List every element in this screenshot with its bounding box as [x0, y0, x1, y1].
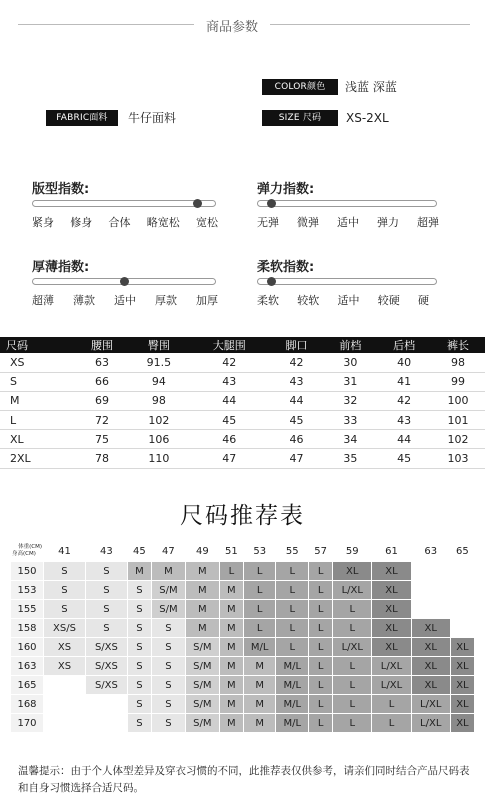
option-label: 薄款 — [73, 294, 95, 307]
size-cell: 42 — [189, 353, 270, 372]
height-header: 170 — [11, 714, 44, 733]
recommend-cell — [450, 581, 474, 600]
recommend-cell: XL — [372, 600, 411, 619]
recommend-cell: L/XL — [372, 657, 411, 676]
option-label: 微弹 — [297, 216, 319, 229]
recommend-cell: S — [85, 581, 127, 600]
recommend-cell: XL — [333, 562, 372, 581]
recommend-cell: XS — [44, 638, 86, 657]
recommend-row — [11, 581, 475, 600]
size-cell: 42 — [270, 353, 324, 372]
recommend-cell: L — [243, 619, 276, 638]
recommend-cell: M — [127, 562, 151, 581]
recommend-cell: S — [127, 581, 151, 600]
weight-header: 47 — [151, 541, 185, 562]
recommend-cell: L — [372, 714, 411, 733]
recommend-cell: M — [185, 619, 219, 638]
recommend-cell: L — [333, 714, 372, 733]
recommend-cell — [85, 714, 127, 733]
size-cell: 102 — [431, 430, 485, 449]
recommend-cell — [450, 619, 474, 638]
option-label: 宽松 — [196, 216, 218, 229]
color-value: 浅蓝 深蓝 — [345, 80, 397, 94]
size-cell: 44 — [270, 391, 324, 410]
size-cell: 103 — [431, 449, 485, 468]
size-col-header: 腰围 — [75, 337, 129, 353]
option-label: 柔软 — [257, 294, 279, 307]
recommend-title: 尺码推荐表 — [180, 503, 305, 529]
recommend-cell: M — [219, 714, 243, 733]
recommend-cell: L/XL — [333, 638, 372, 657]
size-cell: 47 — [189, 449, 270, 468]
weight-header: 55 — [276, 541, 309, 562]
recommend-cell: L — [372, 695, 411, 714]
recommend-cell: XL — [372, 581, 411, 600]
recommend-cell: M — [219, 581, 243, 600]
height-header: 168 — [11, 695, 44, 714]
size-row — [0, 372, 485, 391]
size-cell: 100 — [431, 391, 485, 410]
recommend-cell: S — [127, 657, 151, 676]
recommend-cell: S/M — [185, 638, 219, 657]
recommend-cell: M/L — [276, 695, 309, 714]
recommend-cell: L — [219, 562, 243, 581]
option-label: 加厚 — [196, 294, 218, 307]
recommend-cell: XL — [411, 657, 450, 676]
recommend-cell: M — [219, 676, 243, 695]
recommend-cell: S/M — [151, 600, 185, 619]
thickness-index-knob — [120, 277, 129, 286]
size-col-header: 后档 — [377, 337, 431, 353]
weight-header: 65 — [450, 541, 474, 562]
recommend-cell: S — [127, 714, 151, 733]
weight-header: 43 — [85, 541, 127, 562]
option-label: 较硬 — [377, 294, 400, 307]
recommend-cell: M — [219, 695, 243, 714]
size-cell: 35 — [323, 449, 377, 468]
recommend-cell: XL — [411, 619, 450, 638]
recommend-cell: L — [276, 619, 309, 638]
size-cell: 99 — [431, 372, 485, 391]
recommend-cell: S — [151, 676, 185, 695]
size-cell: 42 — [377, 391, 431, 410]
recommend-cell: L — [333, 676, 372, 695]
recommend-cell: M — [243, 714, 276, 733]
size-table-header — [0, 337, 485, 353]
recommend-cell: M/L — [276, 676, 309, 695]
option-label: 合体 — [108, 216, 131, 229]
recommend-cell: M — [243, 657, 276, 676]
option-label: 无弹 — [257, 216, 279, 229]
recommend-cell: M — [185, 581, 219, 600]
recommend-cell: M — [243, 695, 276, 714]
option-label: 修身 — [70, 216, 93, 229]
size-cell: 32 — [323, 391, 377, 410]
size-cell: XL — [0, 430, 75, 449]
size-row — [0, 353, 485, 372]
elasticity-index-track — [257, 200, 437, 207]
fit-index-track — [32, 200, 216, 207]
recommend-cell: XS/S — [44, 619, 86, 638]
recommend-cell: M — [219, 657, 243, 676]
recommend-cell: XL — [372, 562, 411, 581]
size-cell: L — [0, 411, 75, 430]
option-label: 弹力 — [377, 216, 399, 229]
height-header: 153 — [11, 581, 44, 600]
recommend-cell: S — [44, 562, 86, 581]
size-cell: 33 — [323, 411, 377, 430]
height-header: 165 — [11, 676, 44, 695]
option-label: 硬 — [418, 294, 429, 307]
height-header: 155 — [11, 600, 44, 619]
size-cell: 41 — [377, 372, 431, 391]
recommend-row — [11, 676, 475, 695]
thickness-index-options — [32, 292, 218, 308]
recommend-cell: S — [151, 714, 185, 733]
weight-header: 63 — [411, 541, 450, 562]
recommend-cell: L — [309, 676, 333, 695]
recommend-cell: L/XL — [411, 714, 450, 733]
recommend-cell: XL — [450, 676, 474, 695]
size-col-header: 臀围 — [129, 337, 189, 353]
weight-header: 41 — [44, 541, 86, 562]
size-col-header: 大腿围 — [189, 337, 270, 353]
tip-note: 温馨提示：由于个人体型差异及穿衣习惯的不同，此推荐表仅供参考，请亲们同时结合产品尺码表和自身习惯选择合适尺码。 — [18, 765, 470, 794]
size-cell: 44 — [189, 391, 270, 410]
recommend-cell — [44, 714, 86, 733]
size-row — [0, 430, 485, 449]
size-cell: 47 — [270, 449, 324, 468]
recommend-cell — [411, 581, 450, 600]
weight-header: 45 — [127, 541, 151, 562]
recommend-cell: XL — [372, 619, 411, 638]
recommend-cell: S — [85, 562, 127, 581]
recommend-cell: L — [276, 581, 309, 600]
softness-index-options — [257, 292, 429, 308]
recommend-cell: S — [151, 619, 185, 638]
recommend-cell: S/M — [151, 581, 185, 600]
recommend-row — [11, 638, 475, 657]
recommend-cell: L — [309, 619, 333, 638]
size-cell: 45 — [189, 411, 270, 430]
recommend-cell: L — [276, 600, 309, 619]
recommend-cell: S — [85, 600, 127, 619]
recommend-cell — [450, 562, 474, 581]
weight-header: 49 — [185, 541, 219, 562]
fabric-value: 牛仔面料 — [128, 111, 177, 125]
size-col-header: 脚口 — [270, 337, 324, 353]
size-cell: 46 — [270, 430, 324, 449]
height-header: 163 — [11, 657, 44, 676]
recommend-cell: S/M — [185, 657, 219, 676]
size-cell: 34 — [323, 430, 377, 449]
thickness-index-title: 厚薄指数: — [32, 260, 90, 275]
size-cell: 45 — [270, 411, 324, 430]
size-cell: 102 — [129, 411, 189, 430]
recommend-cell: XS — [44, 657, 86, 676]
size-cell: XS — [0, 353, 75, 372]
recommend-cell: L — [309, 714, 333, 733]
recommend-cell: M — [219, 638, 243, 657]
size-cell: S — [0, 372, 75, 391]
color-tag: COLOR颜色 — [262, 79, 338, 95]
size-cell: 63 — [75, 353, 129, 372]
size-cell: 30 — [323, 353, 377, 372]
recommend-cell: M — [185, 600, 219, 619]
height-header: 160 — [11, 638, 44, 657]
size-cell: 66 — [75, 372, 129, 391]
recommend-cell: M — [151, 562, 185, 581]
recommend-cell: L — [243, 600, 276, 619]
recommend-cell: L/XL — [372, 676, 411, 695]
recommend-cell: L — [309, 695, 333, 714]
recommend-cell: S — [127, 638, 151, 657]
size-cell: 106 — [129, 430, 189, 449]
size-row — [0, 391, 485, 410]
recommend-cell — [450, 600, 474, 619]
size-value: XS-2XL — [346, 111, 389, 125]
recommend-cell — [44, 695, 86, 714]
size-cell: 43 — [270, 372, 324, 391]
recommend-cell — [411, 600, 450, 619]
recommend-row — [11, 562, 475, 581]
recommend-cell: S/XS — [85, 657, 127, 676]
size-table — [0, 337, 485, 469]
recommend-row — [11, 657, 475, 676]
size-recommend-table — [10, 540, 475, 733]
recommend-cell: L — [309, 600, 333, 619]
fit-index-options — [32, 214, 218, 230]
option-label: 厚款 — [155, 294, 177, 307]
corner-cell — [11, 541, 44, 562]
softness-index-track — [257, 278, 437, 285]
fabric-tag: FABRIC面料 — [46, 110, 118, 126]
option-label: 略宽松 — [146, 216, 180, 229]
size-cell: 101 — [431, 411, 485, 430]
option-label: 适中 — [337, 294, 360, 307]
recommend-cell: M — [185, 562, 219, 581]
option-label: 适中 — [114, 294, 136, 307]
recommend-cell — [44, 676, 86, 695]
recommend-cell: XL — [450, 695, 474, 714]
recommend-cell: S — [151, 638, 185, 657]
size-cell: 91.5 — [129, 353, 189, 372]
weight-header: 53 — [243, 541, 276, 562]
weight-header: 57 — [309, 541, 333, 562]
recommend-cell: S — [151, 695, 185, 714]
recommend-cell: L — [333, 600, 372, 619]
recommend-cell: L — [309, 581, 333, 600]
recommend-row — [11, 619, 475, 638]
size-col-header: 裤长 — [431, 337, 485, 353]
size-cell: 43 — [377, 411, 431, 430]
recommend-cell: L/XL — [333, 581, 372, 600]
recommend-cell: M/L — [243, 638, 276, 657]
size-cell: 43 — [189, 372, 270, 391]
option-label: 紧身 — [32, 216, 54, 229]
recommend-cell: S — [127, 676, 151, 695]
height-header: 158 — [11, 619, 44, 638]
size-tag: SIZE 尺码 — [262, 110, 338, 126]
recommend-cell: S — [44, 600, 86, 619]
size-row — [0, 449, 485, 468]
option-label: 超弹 — [417, 216, 439, 229]
recommend-cell: L — [243, 562, 276, 581]
recommend-cell: S/XS — [85, 638, 127, 657]
recommend-cell: XL — [411, 638, 450, 657]
elasticity-index-options — [257, 214, 439, 230]
recommend-cell: S — [127, 619, 151, 638]
recommend-cell — [85, 695, 127, 714]
recommend-cell: M/L — [276, 714, 309, 733]
corner-height: 身高(CM) — [12, 551, 36, 557]
recommend-cell: XL — [411, 676, 450, 695]
recommend-cell: L — [276, 562, 309, 581]
weight-header: 59 — [333, 541, 372, 562]
size-cell: 40 — [377, 353, 431, 372]
corner-weight: 体重(CM) — [18, 544, 42, 550]
size-cell: 110 — [129, 449, 189, 468]
recommend-cell: XL — [450, 638, 474, 657]
recommend-cell: L — [309, 638, 333, 657]
size-cell: 45 — [377, 449, 431, 468]
weight-header: 51 — [219, 541, 243, 562]
recommend-cell: L — [276, 638, 309, 657]
size-cell: 72 — [75, 411, 129, 430]
recommend-cell: L — [333, 619, 372, 638]
recommend-cell: S/XS — [85, 676, 127, 695]
size-cell: 75 — [75, 430, 129, 449]
recommend-cell: L — [309, 657, 333, 676]
recommend-cell: XL — [450, 657, 474, 676]
divider-left — [18, 24, 194, 25]
recommend-cell: XL — [372, 638, 411, 657]
size-cell: M — [0, 391, 75, 410]
fit-index-title: 版型指数: — [32, 182, 90, 197]
recommend-cell: S/M — [185, 695, 219, 714]
recommend-cell: L — [333, 695, 372, 714]
section-title — [0, 14, 485, 34]
size-cell: 98 — [129, 391, 189, 410]
recommend-cell: L/XL — [411, 695, 450, 714]
recommend-cell: S/M — [185, 676, 219, 695]
recommend-cell: S — [85, 619, 127, 638]
recommend-cell: S — [127, 695, 151, 714]
recommend-cell: M — [219, 619, 243, 638]
recommend-cell: M/L — [276, 657, 309, 676]
size-cell: 46 — [189, 430, 270, 449]
recommend-row — [11, 695, 475, 714]
recommend-row — [11, 714, 475, 733]
size-cell: 78 — [75, 449, 129, 468]
recommend-cell: XL — [450, 714, 474, 733]
size-cell: 94 — [129, 372, 189, 391]
size-cell: 2XL — [0, 449, 75, 468]
size-cell: 69 — [75, 391, 129, 410]
size-row — [0, 411, 485, 430]
size-cell: 31 — [323, 372, 377, 391]
fit-index-knob — [193, 199, 202, 208]
height-header: 150 — [11, 562, 44, 581]
elasticity-index-title: 弹力指数: — [257, 182, 315, 197]
recommend-cell — [411, 562, 450, 581]
recommend-cell: S — [44, 581, 86, 600]
size-col-header: 前档 — [323, 337, 377, 353]
option-label: 超薄 — [32, 294, 54, 307]
softness-index-title: 柔软指数: — [257, 260, 315, 275]
size-cell: 98 — [431, 353, 485, 372]
section-title-text: 商品参数 — [205, 20, 258, 35]
recommend-cell: L — [309, 562, 333, 581]
divider-right — [270, 24, 470, 25]
size-cell: 44 — [377, 430, 431, 449]
recommend-cell: S — [127, 600, 151, 619]
option-label: 适中 — [337, 216, 359, 229]
recommend-cell: S — [151, 657, 185, 676]
recommend-cell: S/M — [185, 714, 219, 733]
recommend-cell: M — [219, 600, 243, 619]
size-col-header: 尺码 — [0, 337, 75, 353]
recommend-cell: L — [243, 581, 276, 600]
recommend-cell: M — [243, 676, 276, 695]
recommend-row — [11, 600, 475, 619]
option-label: 较软 — [297, 294, 320, 307]
weight-header: 61 — [372, 541, 411, 562]
recommend-cell: L — [333, 657, 372, 676]
